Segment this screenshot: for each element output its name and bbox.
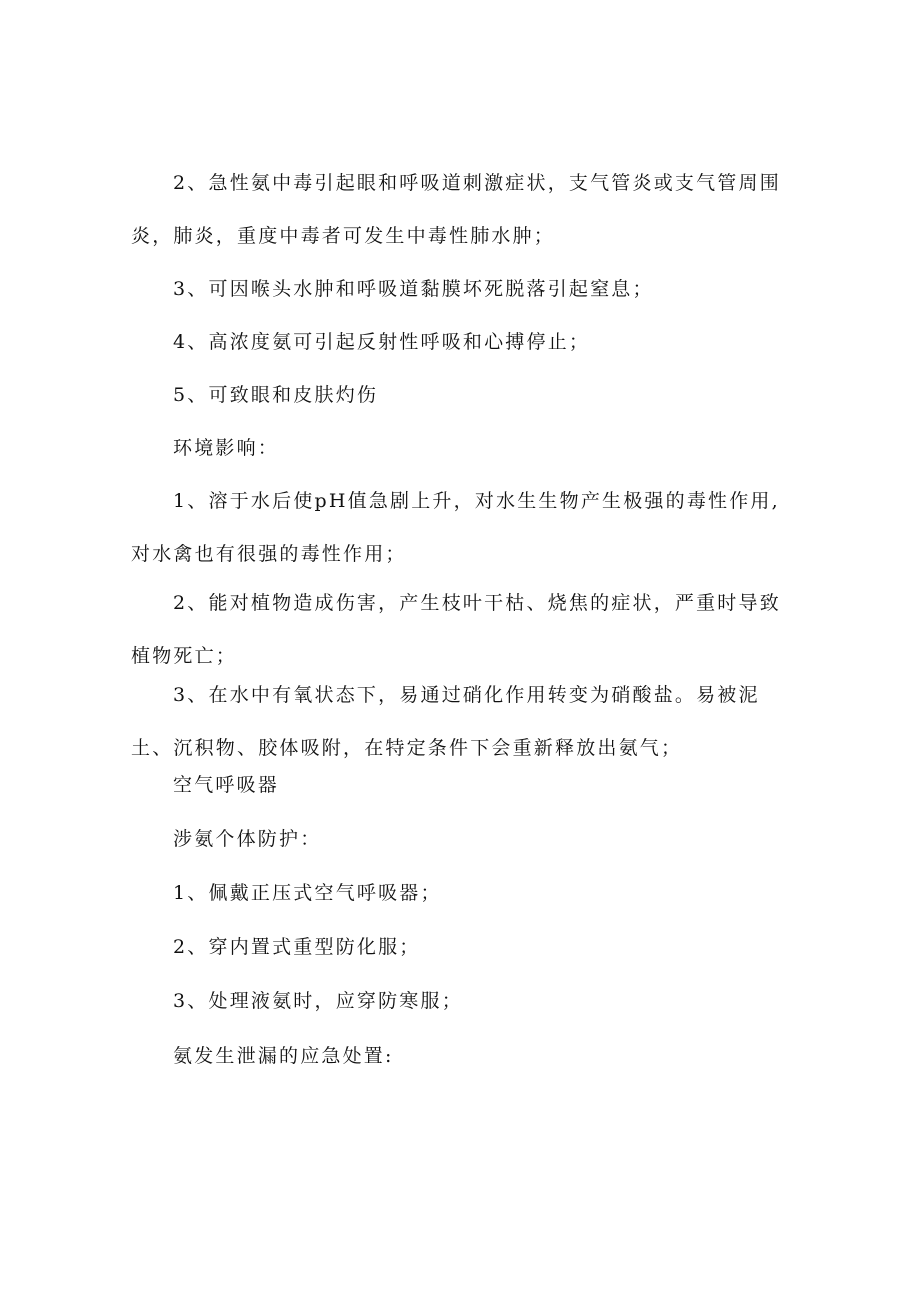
paragraph-chemical-suit: 2、穿内置式重型防化服； bbox=[173, 936, 421, 958]
paragraph-acute-poisoning: 2、急性氨中毒引起眼和呼吸道刺激症状，支气管炎或支气管周围炎，肺炎，重度中毒者可发生中毒性肺水肿； bbox=[131, 172, 781, 247]
paragraph-plant-damage: 2、能对植物造成伤害，产生枝叶干枯、烧焦的症状，严重时导致植物死亡； bbox=[131, 592, 781, 667]
paragraph-positive-pressure-respirator: 1、佩戴正压式空气呼吸器； bbox=[173, 882, 442, 904]
paragraph-eye-skin-burn: 5、可致眼和皮肤灼伤 bbox=[173, 384, 379, 406]
heading-personal-protection: 涉氨个体防护： bbox=[173, 828, 322, 850]
heading-environmental-impact: 环境影响： bbox=[173, 437, 280, 459]
paragraph-nitrification: 3、在水中有氧状态下，易通过硝化作用转变为硝酸盐。易被泥土、沉积物、胶体吸附，在特定条件下会重新释放出氨气； bbox=[131, 684, 760, 759]
paragraph-cold-protection: 3、处理液氨时，应穿防寒服； bbox=[173, 990, 463, 1012]
paragraph-water-ph: 1、溶于水后使pH值急剧上升，对水生生物产生极强的毒性作用,对水禽也有很强的毒性作用； bbox=[131, 490, 780, 565]
heading-air-respirator: 空气呼吸器 bbox=[173, 774, 280, 796]
paragraph-high-concentration: 4、高浓度氨可引起反射性呼吸和心搏停止； bbox=[173, 331, 591, 353]
paragraph-laryngeal-edema: 3、可因喉头水肿和呼吸道黏膜坏死脱落引起窒息； bbox=[173, 278, 654, 300]
heading-leak-emergency: 氨发生泄漏的应急处置: bbox=[173, 1045, 394, 1067]
